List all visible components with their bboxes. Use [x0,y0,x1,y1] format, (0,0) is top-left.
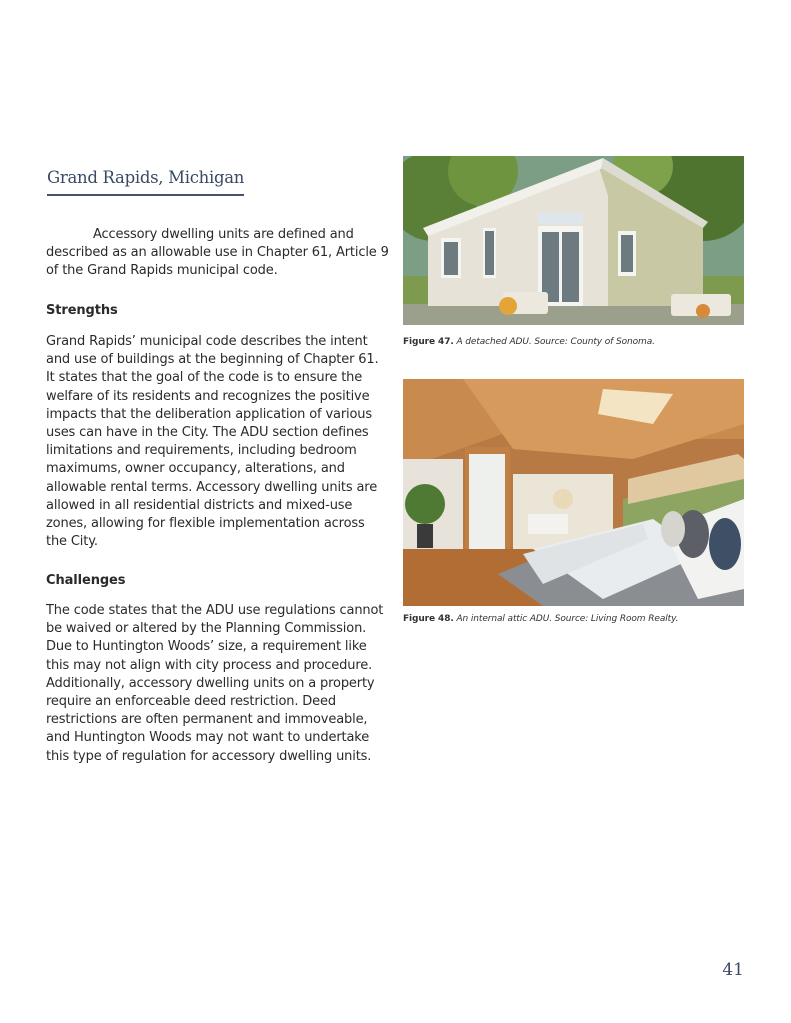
figure-47-label: Figure 47. [403,337,454,347]
attic-adu-photo [403,379,744,606]
figure-48-label: Figure 48. [403,614,454,624]
detached-adu-photo [403,156,744,325]
figure-48-caption [403,614,678,624]
intro-paragraph: Accessory dwelling units are defined and described as an allowable use in Chapter 61, Article 9 of the Grand Rapids municipal code. [46,227,389,279]
section-heading: Grand Rapids, Michigan [47,168,244,196]
challenges-paragraph: The code states that the ADU use regulations cannot be waived or altered by the Planning Commission. Due to Huntington Woods’ size, a requirement like this may not align with city process and procedure. Additionally, accessory dwelling units on a property require an enforceable deed restriction. Deed restrictions are often permanent and immoveable, and Huntington Woods may not want to undertake this type of regulation for accessory dwelling units. [46,603,384,764]
figure-48-text: An internal attic ADU. Source: Living Room Realty. [456,614,679,624]
strengths-paragraph: Grand Rapids’ municipal code describes the intent and use of buildings at the beginning of Chapter 61. It states that the goal of the code is to ensure the welfare of its residents and recognizes the positive impacts that the deliberation application of various uses can have in the City. The ADU section defines limitations and requirements, including bedroom maximums, owner occupancy, alterations, and allowable rental terms. Accessory dwelling units are allowed in all residential districts and mixed-use zones, allowing for flexible implementation across the City. [46,334,379,550]
page-number: 41 [722,960,744,980]
strengths-heading: Strengths [46,303,118,318]
challenges-heading: Challenges [46,573,126,588]
figure-47-text: A detached ADU. Source: County of Sonoma. [456,337,655,347]
figure-47-caption [403,337,655,347]
